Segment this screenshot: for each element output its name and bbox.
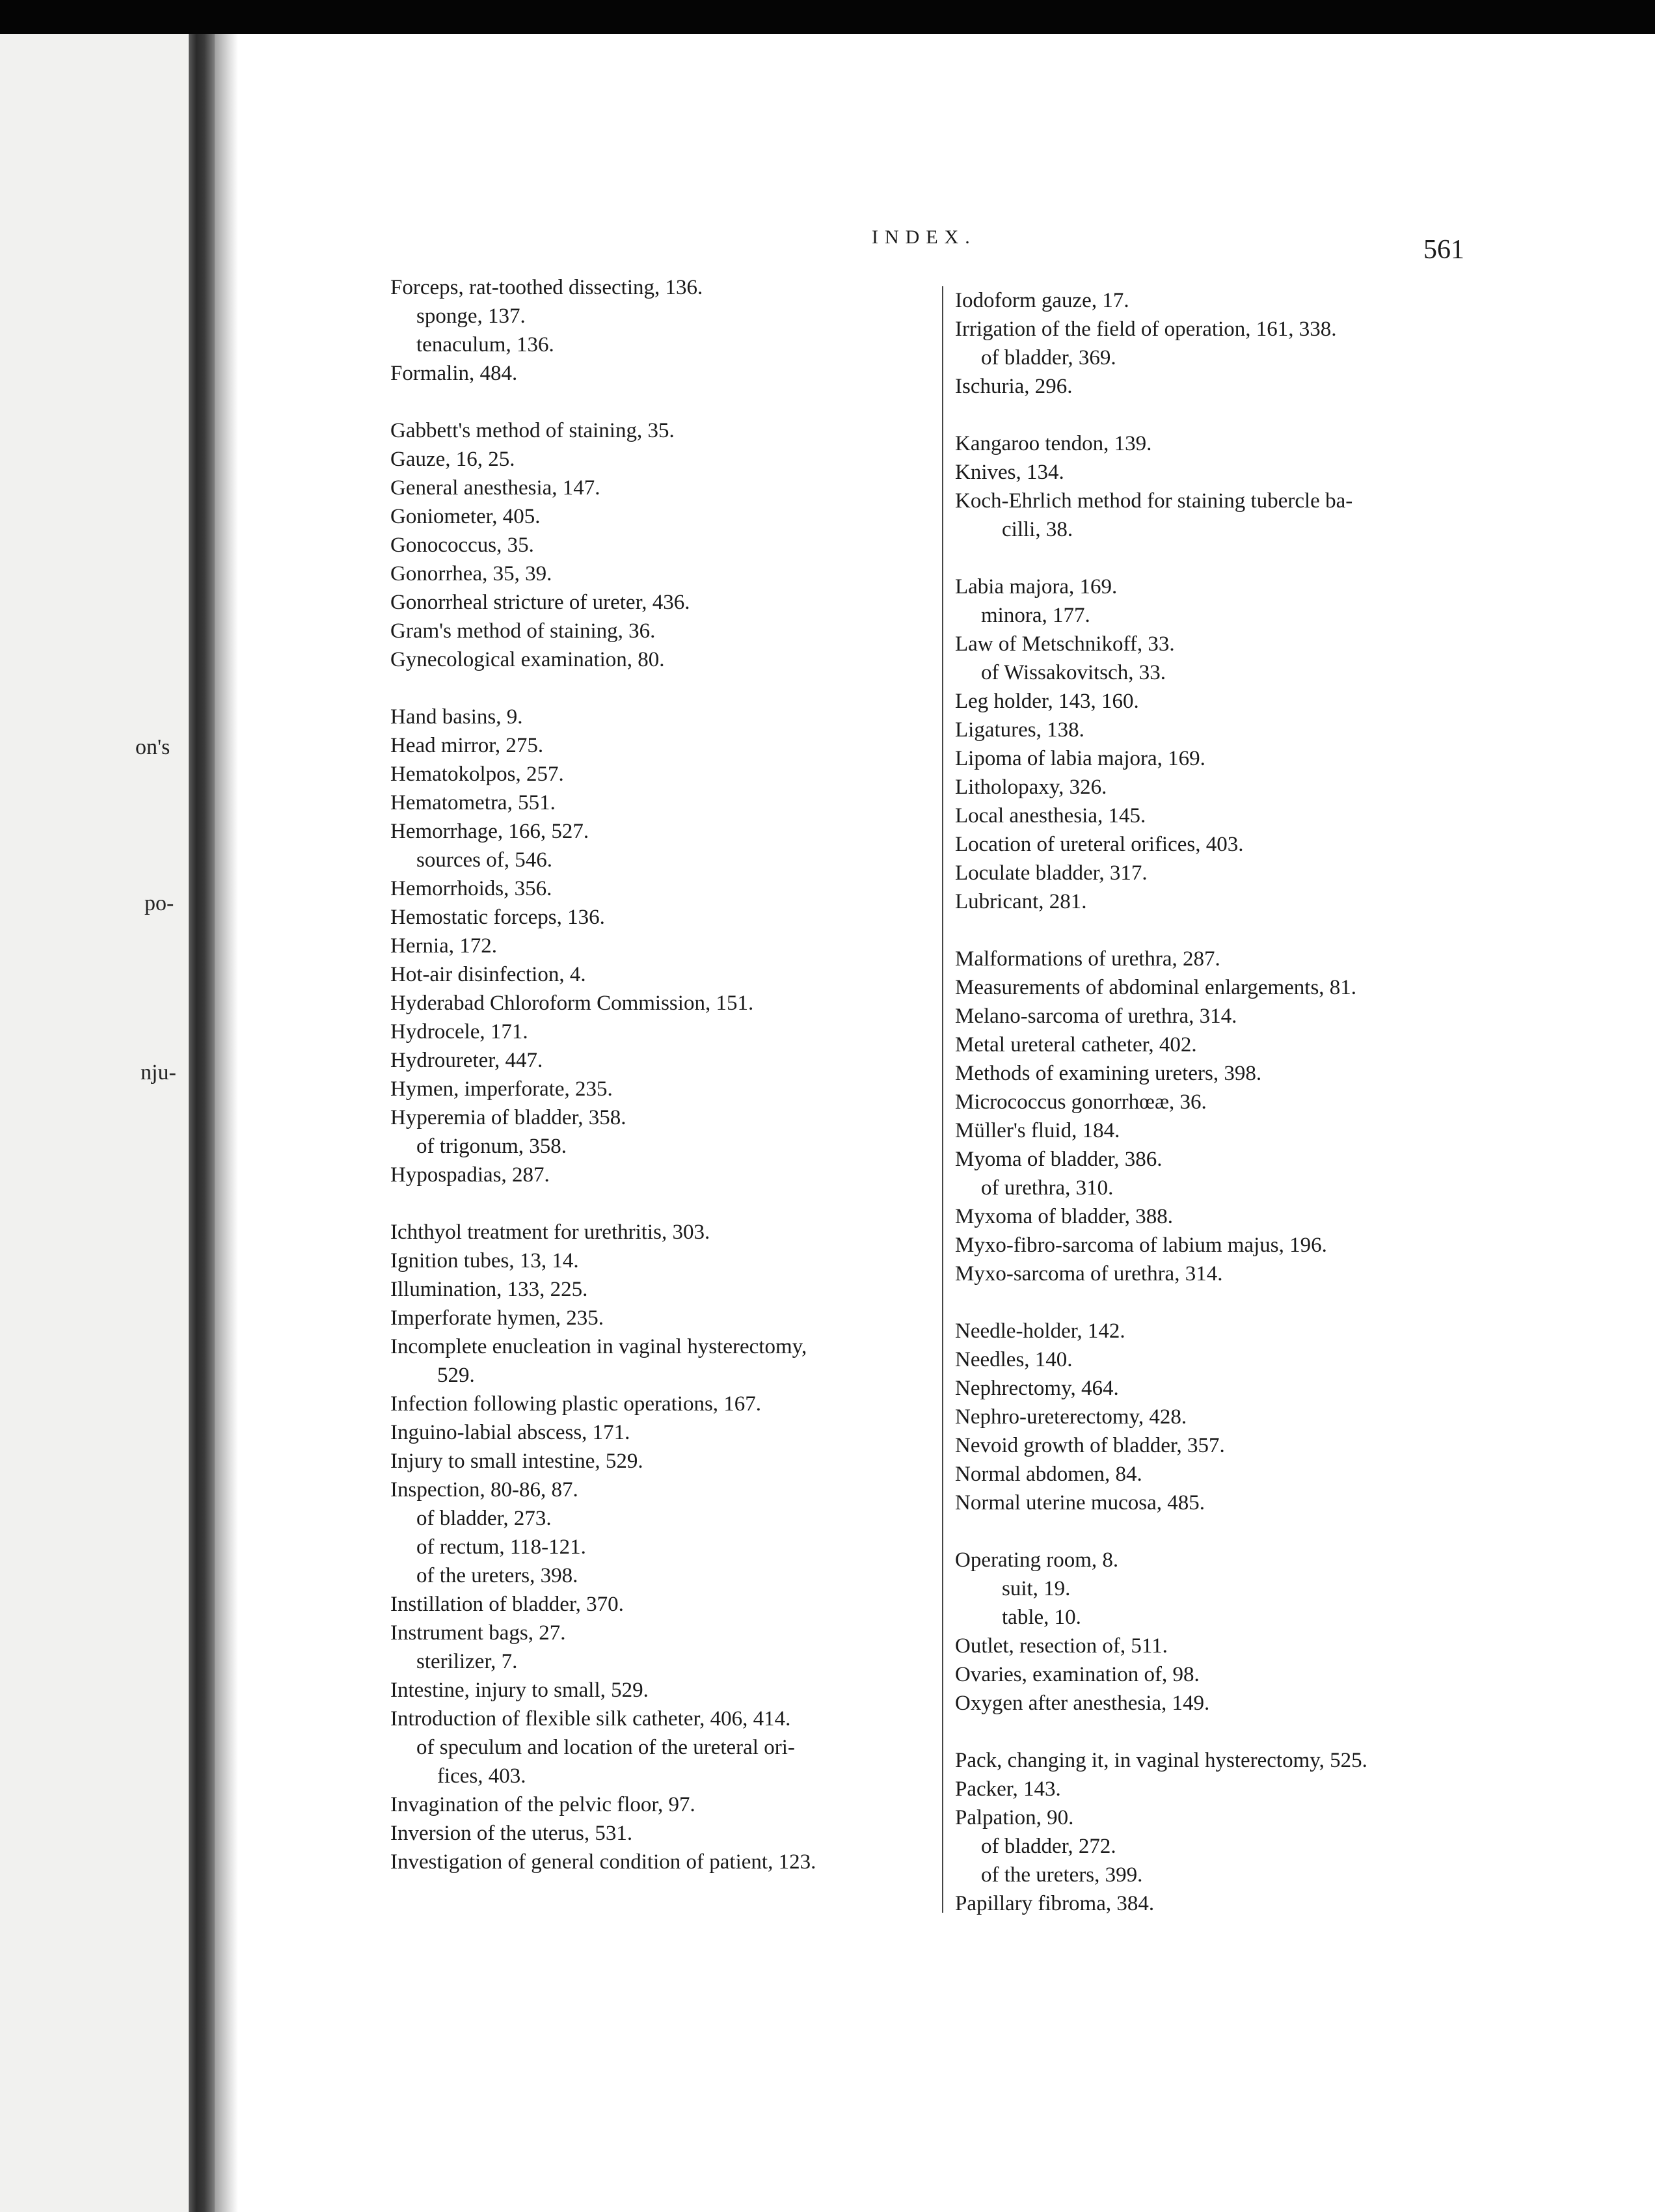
index-entry: Nephro-ureterectomy, 428. [955,1405,1187,1429]
index-entry: Kangaroo tendon, 139. [955,432,1152,455]
index-entry: table, 10. [1002,1606,1081,1629]
index-entry: Lubricant, 281. [955,890,1087,913]
index-entry: Myxoma of bladder, 388. [955,1205,1174,1228]
index-entry: Nevoid growth of bladder, 357. [955,1434,1225,1457]
facing-page-fragment: po- [144,891,174,915]
index-entry: Micrococcus gonorrhœæ, 36. [955,1090,1207,1114]
scan-top-border [0,0,1655,34]
index-entry: sterilizer, 7. [416,1650,518,1673]
index-entry: Gauze, 16, 25. [390,448,515,471]
index-entry: Operating room, 8. [955,1548,1119,1572]
index-entry: Packer, 143. [955,1777,1061,1801]
index-entry: Gynecological examination, 80. [390,648,665,671]
index-entry: Pack, changing it, in vaginal hysterectomy, 525. [955,1749,1367,1772]
index-entry: Iodoform gauze, 17. [955,289,1129,312]
index-entry: Litholopaxy, 326. [955,776,1107,799]
index-entry: Needles, 140. [955,1348,1073,1371]
index-entry: Hemorrhoids, 356. [390,877,552,900]
index-entry: Myxo-sarcoma of urethra, 314. [955,1262,1223,1286]
index-entry: Hemostatic forceps, 136. [390,906,605,929]
section-gap [955,1718,1367,1746]
index-entry: Gonorrheal stricture of ureter, 436. [390,591,690,614]
index-entry: Melano-sarcoma of urethra, 314. [955,1005,1237,1028]
index-entry: Instrument bags, 27. [390,1621,566,1645]
index-entry: Hymen, imperforate, 235. [390,1077,613,1101]
index-entry: Hematometra, 551. [390,791,556,815]
index-entry: Injury to small intestine, 529. [390,1450,643,1473]
index-entry: sources of, 546. [416,848,552,872]
index-entry: Local anesthesia, 145. [955,804,1146,828]
index-column-right [955,286,1367,1918]
index-entry: Inversion of the uterus, 531. [390,1822,633,1845]
index-entry: Gonococcus, 35. [390,533,534,557]
index-entry: Goniometer, 405. [390,505,541,528]
index-entry: Location of ureteral orifices, 403. [955,833,1244,856]
section-gap [955,544,1367,573]
index-entry: Incomplete enucleation in vaginal hysterectomy, [390,1335,807,1358]
index-entry: of trigonum, 358. [416,1135,567,1158]
index-entry: Loculate bladder, 317. [955,861,1148,885]
index-entry: fices, 403. [437,1764,526,1788]
index-entry: Leg holder, 143, 160. [955,690,1139,713]
index-entry: sponge, 137. [416,304,526,328]
index-entry: Normal uterine mucosa, 485. [955,1491,1205,1515]
index-entry: Hemorrhage, 166, 527. [390,820,589,843]
index-entry: Gram's method of staining, 36. [390,619,656,643]
section-gap [955,401,1367,429]
index-entry: of rectum, 118-121. [416,1535,586,1559]
index-entry: Inspection, 80-86, 87. [390,1478,578,1502]
index-entry: suit, 19. [1002,1577,1071,1600]
index-entry: Hematokolpos, 257. [390,762,564,786]
facing-page-fragment: on's [135,735,170,759]
index-entry: Ichthyol treatment for urethritis, 303. [390,1221,710,1244]
section-gap [390,1189,816,1218]
index-entry: Hyderabad Chloroform Commission, 151. [390,991,754,1015]
page-number: 561 [1423,235,1464,265]
index-entry: of the ureters, 399. [981,1863,1143,1887]
index-entry: Ovaries, examination of, 98. [955,1663,1200,1686]
index-entry: of urethra, 310. [981,1176,1114,1200]
index-entry: Papillary fibroma, 384. [955,1892,1155,1915]
index-entry: Inguino-labial abscess, 171. [390,1421,630,1444]
index-entry: 529. [437,1364,475,1387]
index-entry: Lipoma of labia majora, 169. [955,747,1205,770]
index-entry: Imperforate hymen, 235. [390,1306,604,1330]
index-entry: Irrigation of the field of operation, 161, 338. [955,317,1337,341]
index-entry: of bladder, 272. [981,1835,1116,1858]
index-entry: of the ureters, 398. [416,1564,578,1587]
index-entry: Forceps, rat-toothed dissecting, 136. [390,276,703,299]
facing-page-edge [0,34,189,2212]
index-column-left [390,273,816,1876]
section-gap [955,916,1367,945]
index-entry: Palpation, 90. [955,1806,1074,1829]
index-entry: Investigation of general condition of patient, 123. [390,1850,816,1874]
index-entry: Needle-holder, 142. [955,1319,1125,1343]
index-entry: Hot-air disinfection, 4. [390,963,586,986]
index-entry: Measurements of abdominal enlargements, 81. [955,976,1357,999]
index-entry: Intestine, injury to small, 529. [390,1679,649,1702]
section-gap [955,1288,1367,1317]
index-entry: minora, 177. [981,604,1090,627]
column-divider [942,286,943,1913]
index-entry: Hernia, 172. [390,934,498,958]
index-entry: Malformations of urethra, 287. [955,947,1220,971]
section-gap [390,388,816,416]
index-entry: Normal abdomen, 84. [955,1463,1142,1486]
index-entry: Ligatures, 138. [955,718,1084,742]
running-header: INDEX. [872,226,976,248]
facing-page-fragment: nju- [141,1060,176,1085]
index-entry: Müller's fluid, 184. [955,1119,1120,1142]
index-entry: Hydrocele, 171. [390,1020,528,1044]
index-entry: Infection following plastic operations, 167. [390,1392,762,1416]
index-entry: Head mirror, 275. [390,734,544,757]
index-entry: Labia majora, 169. [955,575,1118,599]
index-entry: Oxygen after anesthesia, 149. [955,1692,1210,1715]
index-entry: Methods of examining ureters, 398. [955,1062,1262,1085]
index-entry: Nephrectomy, 464. [955,1377,1119,1400]
index-entry: cilli, 38. [1002,518,1073,541]
index-entry: Hyperemia of bladder, 358. [390,1106,626,1129]
index-entry: Metal ureteral catheter, 402. [955,1033,1197,1057]
section-gap [390,674,816,703]
index-entry: Myxo-fibro-sarcoma of labium majus, 196. [955,1234,1327,1257]
index-entry: Koch-Ehrlich method for staining tubercle ba- [955,489,1353,513]
index-entry: Formalin, 484. [390,362,518,385]
index-entry: Illumination, 133, 225. [390,1278,588,1301]
index-entry: of bladder, 369. [981,346,1116,370]
index-entry: Ischuria, 296. [955,375,1073,398]
index-entry: of speculum and location of the ureteral ori- [416,1736,795,1759]
index-entry: tenaculum, 136. [416,333,554,357]
index-entry: Knives, 134. [955,461,1064,484]
index-entry: Introduction of flexible silk catheter, 406, 414. [390,1707,791,1731]
index-entry: Hypospadias, 287. [390,1163,550,1187]
book-gutter-highlight [215,34,238,2212]
index-entry: General anesthesia, 147. [390,476,600,500]
book-gutter-shadow [189,34,215,2212]
index-entry: Hydroureter, 447. [390,1049,543,1072]
index-entry: Myoma of bladder, 386. [955,1148,1163,1171]
index-entry: Instillation of bladder, 370. [390,1593,624,1616]
index-entry: Gonorrhea, 35, 39. [390,562,552,586]
index-entry: Law of Metschnikoff, 33. [955,632,1175,656]
index-entry: Gabbett's method of staining, 35. [390,419,675,442]
index-entry: Ignition tubes, 13, 14. [390,1249,579,1273]
index-entry: Hand basins, 9. [390,705,523,729]
section-gap [955,1517,1367,1546]
index-entry: of Wissakovitsch, 33. [981,661,1166,684]
index-entry: Outlet, resection of, 511. [955,1634,1168,1658]
index-entry: of bladder, 273. [416,1507,552,1530]
index-entry: Invagination of the pelvic floor, 97. [390,1793,695,1816]
